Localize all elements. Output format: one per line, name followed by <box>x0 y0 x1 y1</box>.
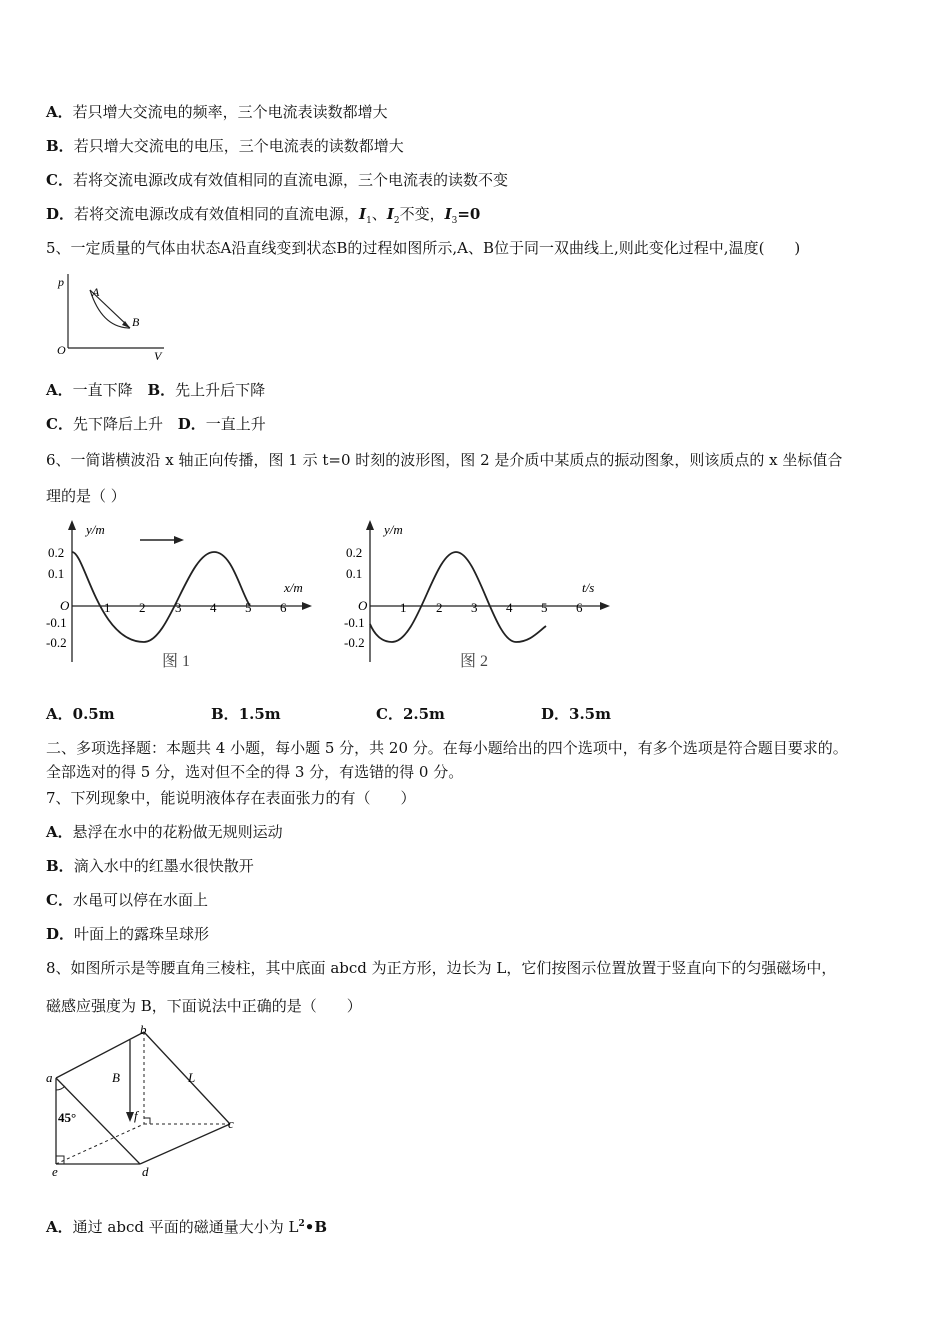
option-label: A． <box>46 381 73 399</box>
q4-option-b <box>46 136 404 156</box>
section2-heading-line1: 二、多项选择题：本题共 4 小题，每小题 5 分，共 20 分。在每小题给出的四个选项中，有多个选项是符合题目要求的。 <box>46 739 848 757</box>
q8-prism-diagram <box>44 1024 244 1182</box>
option-text: 叶面上的露珠呈球形 <box>74 925 210 943</box>
q7-option-c <box>46 890 208 910</box>
q6-stem-line1: 6、一简谐横波沿 x 轴正向传播，图 1 示 t=0 时刻的波形图，图 2 是介质中某质点的振动图象，则该质点的 x 坐标值合 <box>46 451 843 469</box>
option-label: D． <box>46 925 75 943</box>
option-label: C． <box>46 415 73 433</box>
option-text: •B <box>304 1218 327 1236</box>
q6-options <box>46 704 611 724</box>
x-tick-label: 1 <box>104 600 111 615</box>
vertex-b-label: b <box>140 1024 147 1037</box>
q7-option-b <box>46 856 254 876</box>
q7-option-a <box>46 822 283 842</box>
q6-option-c <box>376 704 541 724</box>
option-label: A． <box>46 823 73 841</box>
q5-options-ab <box>46 380 265 400</box>
q6-option-b <box>211 704 376 724</box>
x-tick-label: 6 <box>576 600 583 615</box>
point-b-label: B <box>132 315 140 329</box>
q6-figure-1 <box>44 514 320 676</box>
option-text: 先上升后下降 <box>175 381 266 399</box>
option-text: 0.5m <box>72 705 115 723</box>
option-text: 1.5m <box>238 705 281 723</box>
x-tick-label: 6 <box>280 600 287 615</box>
option-label: A． <box>46 1218 73 1236</box>
q5-stem: 5、一定质量的气体由状态A沿直线变到状态B的过程如图所示,A、B位于同一双曲线上,则此变化过程中,温度( ) <box>46 239 801 257</box>
y-tick-label: -0.1 <box>344 615 365 630</box>
arrow-head-icon <box>126 1112 134 1122</box>
y-tick-label: -0.2 <box>344 635 365 650</box>
q5-options-cd <box>46 414 266 434</box>
current-symbol: I <box>444 205 452 223</box>
x-tick-label: 5 <box>541 600 548 615</box>
separator: 、 <box>371 205 387 223</box>
option-text: 一直下降 <box>72 381 133 399</box>
q8-option-a <box>46 1214 327 1237</box>
vertex-e-label: e <box>52 1164 58 1179</box>
option-text: 2.5m <box>402 705 445 723</box>
option-text: 若将交流电源改成有效值相同的直流电源，三个电流表的读数不变 <box>72 171 508 189</box>
p-axis-label: p <box>58 275 64 289</box>
option-label: C． <box>46 891 73 909</box>
option-text: 若只增大交流电的频率，三个电流表读数都增大 <box>72 103 388 121</box>
option-label: A． <box>46 103 73 121</box>
edge-l-label: L <box>188 1070 196 1085</box>
x-tick-label: 4 <box>210 600 217 615</box>
option-text: 水黾可以停在水面上 <box>72 891 208 909</box>
x-tick-label: 3 <box>471 600 478 615</box>
y-tick-label: 0.2 <box>48 545 65 560</box>
origin-label: O <box>358 598 368 613</box>
vertex-d-label: d <box>142 1164 149 1179</box>
y-axis-label: y/m <box>86 522 105 537</box>
x-axis-label: x/m <box>284 580 303 595</box>
option-label: D． <box>46 205 75 223</box>
x-tick-label: 2 <box>139 600 146 615</box>
v-axis-label: V <box>154 349 162 363</box>
figure-caption: 图 1 <box>162 653 191 670</box>
option-label: B． <box>147 381 176 399</box>
option-label: C． <box>46 171 73 189</box>
option-label: B． <box>46 137 74 155</box>
q4-option-c <box>46 170 508 190</box>
q7-option-d <box>46 924 209 944</box>
y-tick-label: 0.1 <box>48 566 65 581</box>
q6-figure-2 <box>342 514 618 676</box>
option-text: 滴入水中的红墨水很快散开 <box>73 857 254 875</box>
x-tick-label: 2 <box>436 600 443 615</box>
wave-curve <box>72 552 250 642</box>
option-text: 3.5m <box>569 705 611 723</box>
option-text: 悬浮在水中的花粉做无规则运动 <box>72 823 283 841</box>
option-text: =0 <box>457 205 481 223</box>
point-a-label: A <box>92 285 100 299</box>
option-label: D． <box>177 415 206 433</box>
angle-label: 45° <box>58 1110 77 1125</box>
option-text: 先下降后上升 <box>72 415 163 433</box>
q4-option-a <box>46 102 388 122</box>
option-label: B． <box>211 705 239 723</box>
y-tick-label: 0.1 <box>346 566 363 581</box>
current-symbol: I <box>359 205 367 223</box>
option-text: 通过 abcd 平面的磁通量大小为 L <box>72 1218 299 1236</box>
q7-stem: 7、下列现象中，能说明液体存在表面张力的有（ ） <box>46 789 416 807</box>
option-text: 不变， <box>399 205 445 223</box>
y-tick-label: 0.2 <box>346 545 363 560</box>
option-label: A． <box>46 705 73 723</box>
origin-label: O <box>57 343 66 357</box>
option-label: D． <box>541 705 570 723</box>
q6-option-a <box>46 704 211 724</box>
section2-heading-line2: 全部选对的得 5 分，选对但不全的得 3 分，有选错的得 0 分。 <box>46 763 464 781</box>
option-text: 若将交流电源改成有效值相同的直流电源， <box>74 205 360 223</box>
option-label: C． <box>376 705 403 723</box>
y-tick-label: -0.2 <box>46 635 67 650</box>
q8-stem-line2: 磁感应强度为 B，下面说法中正确的是（ ） <box>46 997 362 1015</box>
current-symbol: I <box>386 205 394 223</box>
q4-option-d <box>46 204 480 231</box>
field-b-label: B <box>112 1070 120 1085</box>
q6-option-d <box>541 704 611 724</box>
vertex-a-label: a <box>46 1070 53 1085</box>
q8-stem-line1: 8、如图所示是等腰直角三棱柱，其中底面 abcd 为正方形，边长为 L，它们按图示位置放置于竖直向下的匀强磁场中， <box>46 959 837 977</box>
vertex-f-label: f <box>134 1108 138 1123</box>
x-tick-label: 1 <box>400 600 407 615</box>
x-tick-label: 5 <box>245 600 252 615</box>
superscript: 2 <box>298 1219 305 1229</box>
x-tick-label: 4 <box>506 600 513 615</box>
vertex-c-label: c <box>228 1116 234 1131</box>
q6-stem-line2: 理的是（ ） <box>46 487 126 505</box>
x-tick-label: 3 <box>175 600 182 615</box>
y-tick-label: -0.1 <box>46 615 67 630</box>
t-axis-label: t/s <box>582 580 595 595</box>
q5-pv-diagram <box>52 268 182 366</box>
origin-label: O <box>60 598 70 613</box>
vibration-curve <box>370 552 546 642</box>
subscript: 2 <box>393 216 400 226</box>
subscript: 3 <box>451 216 458 226</box>
option-label: B． <box>46 857 74 875</box>
option-text: 若只增大交流电的电压，三个电流表的读数都增大 <box>73 137 404 155</box>
option-text: 一直上升 <box>205 415 266 433</box>
subscript: 1 <box>366 216 372 226</box>
y-axis-label: y/m <box>384 522 403 537</box>
figure-caption: 图 2 <box>460 653 489 670</box>
